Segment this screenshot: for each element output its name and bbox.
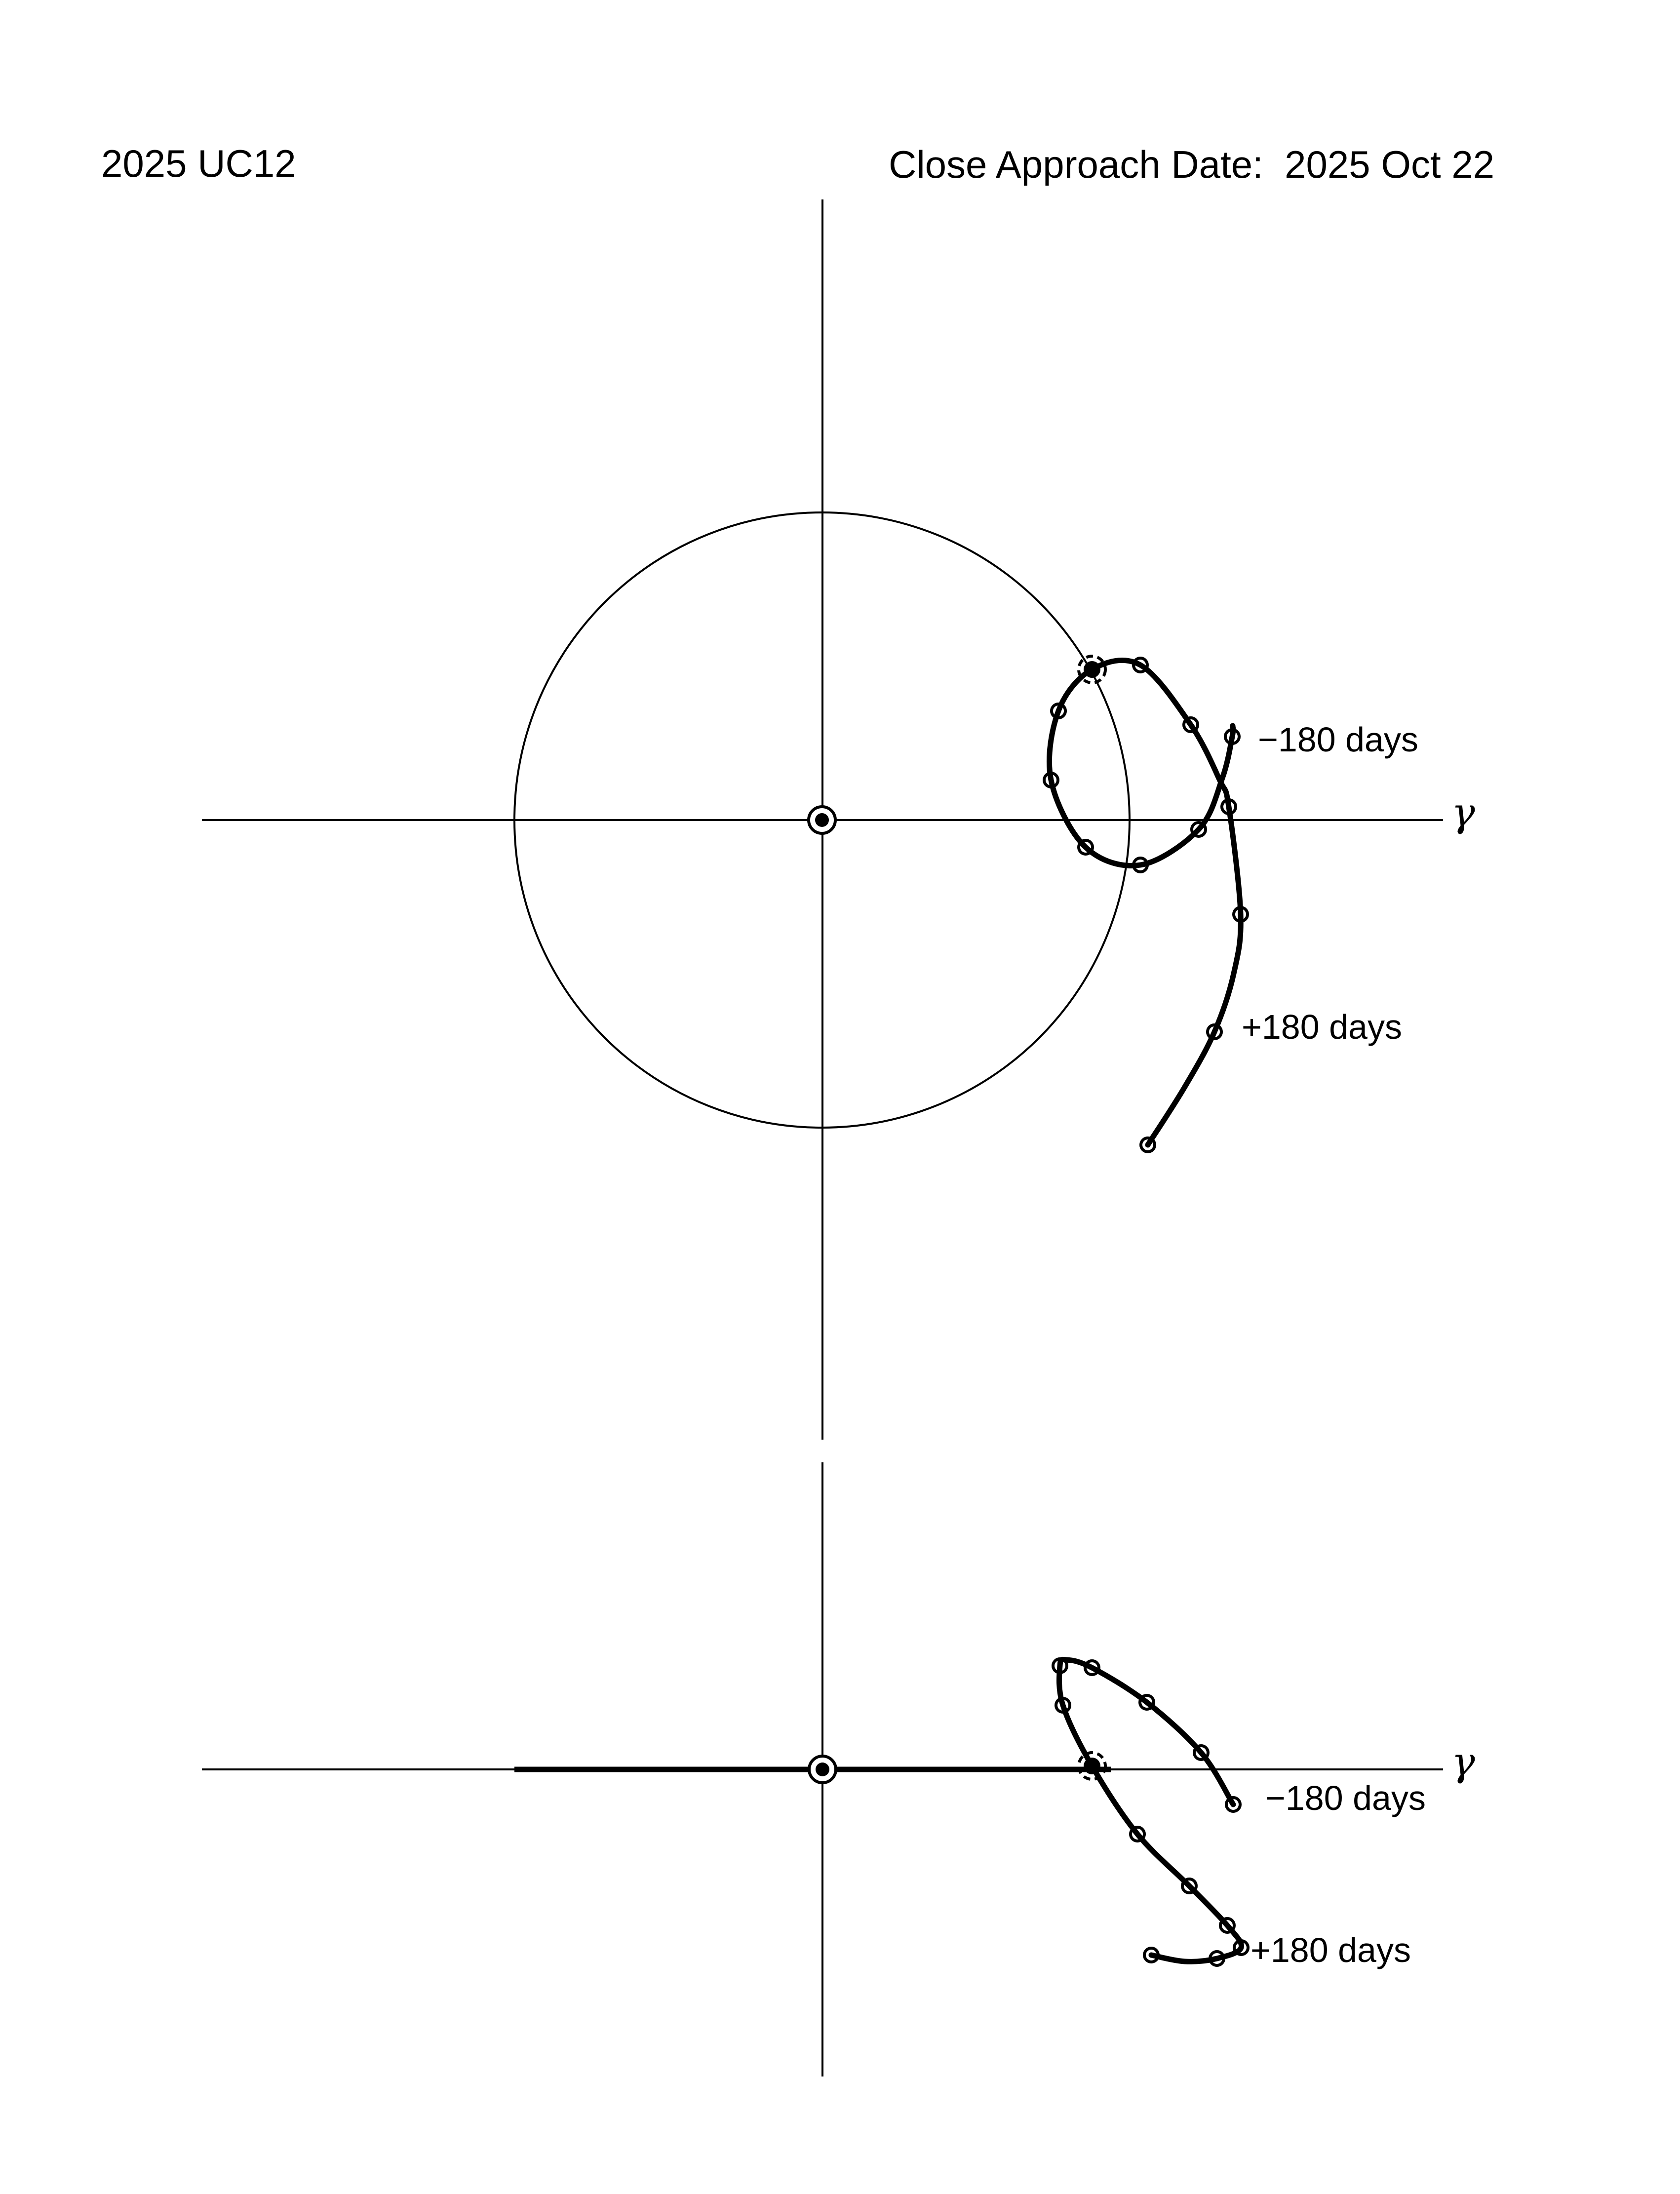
close-approach-point bbox=[1084, 661, 1100, 678]
close-approach-point bbox=[1084, 1758, 1100, 1774]
asteroid-trajectory-path bbox=[1059, 1659, 1241, 1961]
plus-180-days-label-bottom: +180 days bbox=[1250, 1931, 1411, 1969]
object-name-title: 2025 UC12 bbox=[101, 142, 296, 185]
asteroid-trajectory-path bbox=[1050, 661, 1241, 1145]
close-approach-date: Close Approach Date: 2025 Oct 22 bbox=[889, 143, 1495, 186]
minus-180-days-label-bottom: −180 days bbox=[1265, 1779, 1426, 1817]
gamma-axis-label-bottom: γ bbox=[1451, 1739, 1475, 1785]
gamma-axis-label-top: γ bbox=[1451, 789, 1475, 835]
top-view-plot bbox=[202, 199, 1443, 1440]
bottom-view-plot bbox=[202, 1462, 1443, 2076]
earth-symbol-dot bbox=[816, 1763, 829, 1776]
earth-symbol-dot bbox=[815, 813, 829, 827]
minus-180-days-label-top: −180 days bbox=[1258, 720, 1418, 759]
plus-180-days-label-top: +180 days bbox=[1242, 1008, 1402, 1046]
